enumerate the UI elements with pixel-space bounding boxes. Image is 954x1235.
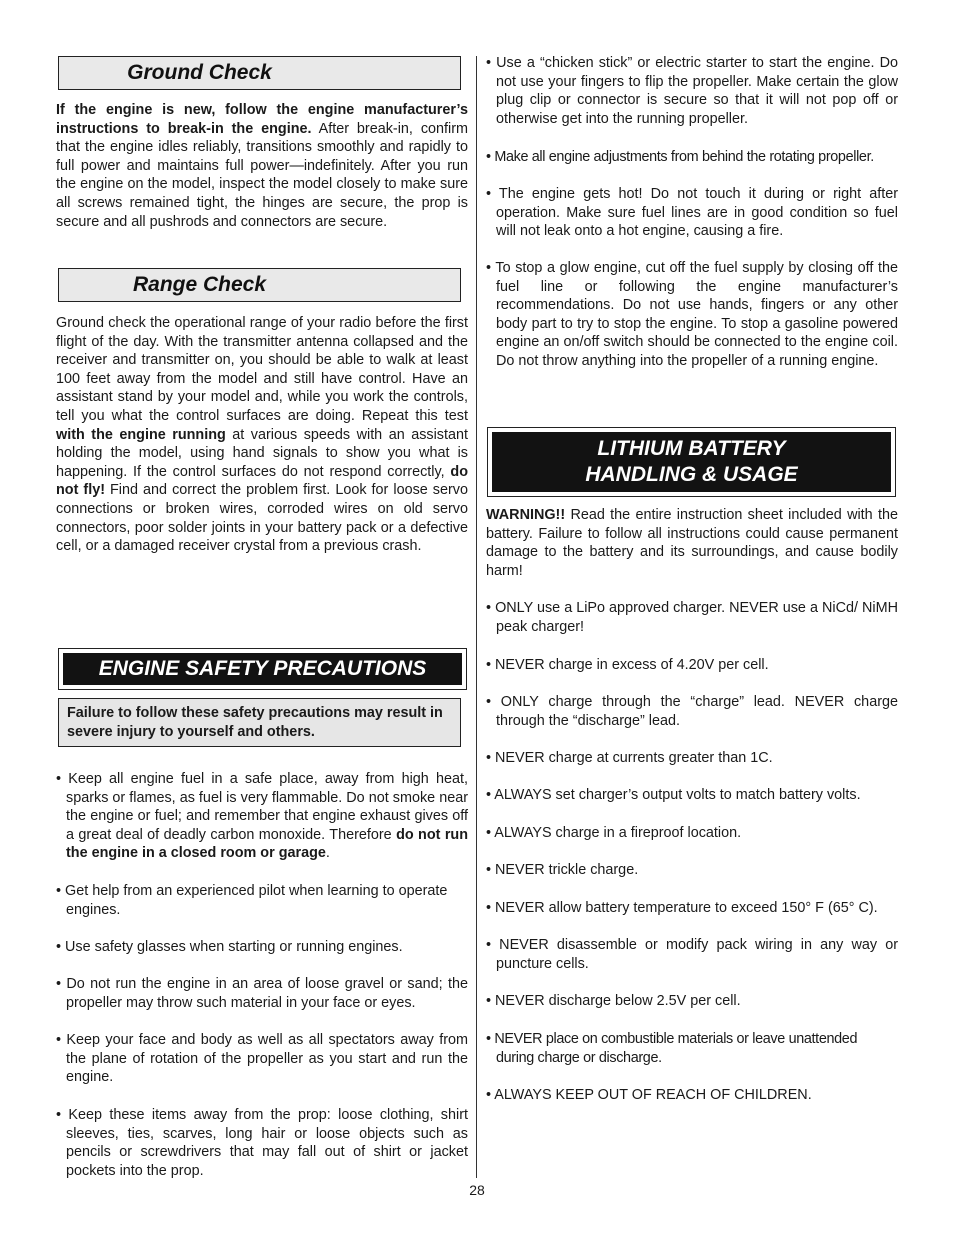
lithium-battery-heading (487, 427, 896, 497)
ground-check-paragraph (56, 101, 468, 231)
list-item: • To stop a glow engine, cut off the fuel supply by closing off the fuel line or following the engine manufacturer’s recommendations. Do not use hands, fingers or any other body part to try to stop the engine. To stop a gasoline powered engine an on/off switch should be connected to the engine coil. Do not throw anything into the propeller of a running engine. (486, 260, 898, 369)
ground-check-heading (58, 56, 461, 90)
list-item: • ALWAYS charge in a fireproof location. (486, 825, 742, 841)
range-check-text-1: Ground check the operational range of your radio before the first flight of the day. With the transmitter antenna collapsed and the receiver and transmitter on, you should be able to walk at least 100 feet away from the model and still have control. Have an assistant stand by your model and, while you work the controls, tell you what the control surfaces are doing. Repeat this test (56, 315, 468, 424)
list-item: • NEVER place on combustible materials or leave unattended during charge or discharge. (486, 1031, 858, 1066)
lithium-warning-label: WARNING!! (486, 507, 566, 523)
list-item: • Use safety glasses when starting or running engines. (56, 939, 403, 955)
engine-safety-warning-box (58, 698, 461, 747)
list-item: • NEVER allow battery temperature to exceed 150° F (65° C). (486, 900, 878, 916)
list-item: • NEVER trickle charge. (486, 862, 639, 878)
list-item: • NEVER disassemble or modify pack wiring in any way or puncture cells. (486, 937, 898, 972)
range-check-heading (58, 268, 461, 302)
column-divider (476, 56, 477, 1178)
list-item: • NEVER charge in excess of 4.20V per cell. (486, 657, 769, 673)
list-item: • ALWAYS KEEP OUT OF REACH OF CHILDREN. (486, 1087, 812, 1103)
engine-safety-heading (58, 648, 467, 690)
lithium-heading-line-1: LITHIUM BATTERY (597, 437, 786, 460)
list-item: • NEVER discharge below 2.5V per cell. (486, 993, 741, 1009)
lithium-warning-paragraph (486, 506, 898, 580)
page-number: 28 (469, 1182, 485, 1198)
range-check-paragraph (56, 314, 468, 556)
list-item: • Make all engine adjustments from behind the rotating propeller. (486, 149, 874, 165)
range-check-bold-2: do not fly! (56, 463, 468, 499)
list-item: • Keep your face and body as well as all spectators away from the plane of rotation of the propeller as you start and run the engine. (56, 1032, 468, 1086)
engine-safety-title: ENGINE SAFETY PRECAUTIONS (98, 657, 427, 680)
range-check-text-3: Find and correct the problem first. Look for loose servo connections or broken wires, corroded wires on old servo connectors, poor solder joints in your battery pack or a defective cell, or a damaged receiver crystal from a previous crash. (56, 482, 468, 555)
lithium-heading-line-2: HANDLING & USAGE (585, 463, 798, 486)
list-item: • NEVER charge at currents greater than 1C. (486, 750, 773, 766)
range-check-text-2: at various speeds with an assistant holding the model, using hand signals to show you what is happening. If the control surfaces do not respond correctly, (56, 426, 468, 480)
list-item: • Get help from an experienced pilot when learning to operate engines. (56, 883, 448, 918)
range-check-title: Range Check (132, 273, 267, 296)
ground-check-title: Ground Check (127, 61, 272, 84)
list-item: • ONLY charge through the “charge” lead. NEVER charge through the “discharge” lead. (486, 694, 898, 729)
list-item: • Keep all engine fuel in a safe place, away from high heat, sparks or flames, as fuel is very flammable. Do not smoke near the engine or fuel; and remember that engine exhaust gives off a great deal of deadly carbon monoxide. Therefore do not run the engine in a closed room or garage. (56, 771, 468, 862)
list-item: • Keep these items away from the prop: loose clothing, shirt sleeves, ties, scarves, long hair or loose objects such as pencils or screwdrivers that may fall out of shirt or jacket pockets into the prop. (56, 1107, 468, 1179)
list-item: • The engine gets hot! Do not touch it during or right after operation. Make sure fuel lines are in good condition so fuel will not leak onto a hot engine, causing a fire. (486, 186, 898, 240)
ground-check-body: After break-in, confirm that the engine idles reliably, transitions smoothly and rapidly to full power and maintains full power—indefinitely. After you run the engine on the model, inspect the model closely to make sure all screws remained tight, the hinges are secure, the prop is secure and all pushrods and connectors are secure. (56, 120, 468, 230)
list-item: • Use a “chicken stick” or electric starter to start the engine. Do not use your fingers to flip the propeller. Make certain the glow plug clip or connector is secure so that it will not pop off or otherwise get into the running propeller. (486, 55, 898, 127)
list-item: • ONLY use a LiPo approved charger. NEVER use a NiCd/ NiMH peak charger! (486, 600, 898, 635)
list-item: • Do not run the engine in an area of loose gravel or sand; the propeller may throw such material in your face or eyes. (56, 976, 468, 1011)
engine-safety-warning: Failure to follow these safety precautions may result in severe injury to yourself and others. (67, 705, 443, 740)
list-item: • ALWAYS set charger’s output volts to match battery volts. (486, 787, 861, 803)
ground-check-lead: If the engine is new, follow the engine manufacturer’s instructions to break-in the engine. (56, 102, 468, 137)
range-check-bold-1: with the engine running (56, 426, 226, 443)
lithium-warning-text: Read the entire instruction sheet included with the battery. Failure to follow all instructions could cause permanent damage to the battery and its surroundings, and cause bodily harm! (486, 507, 898, 579)
